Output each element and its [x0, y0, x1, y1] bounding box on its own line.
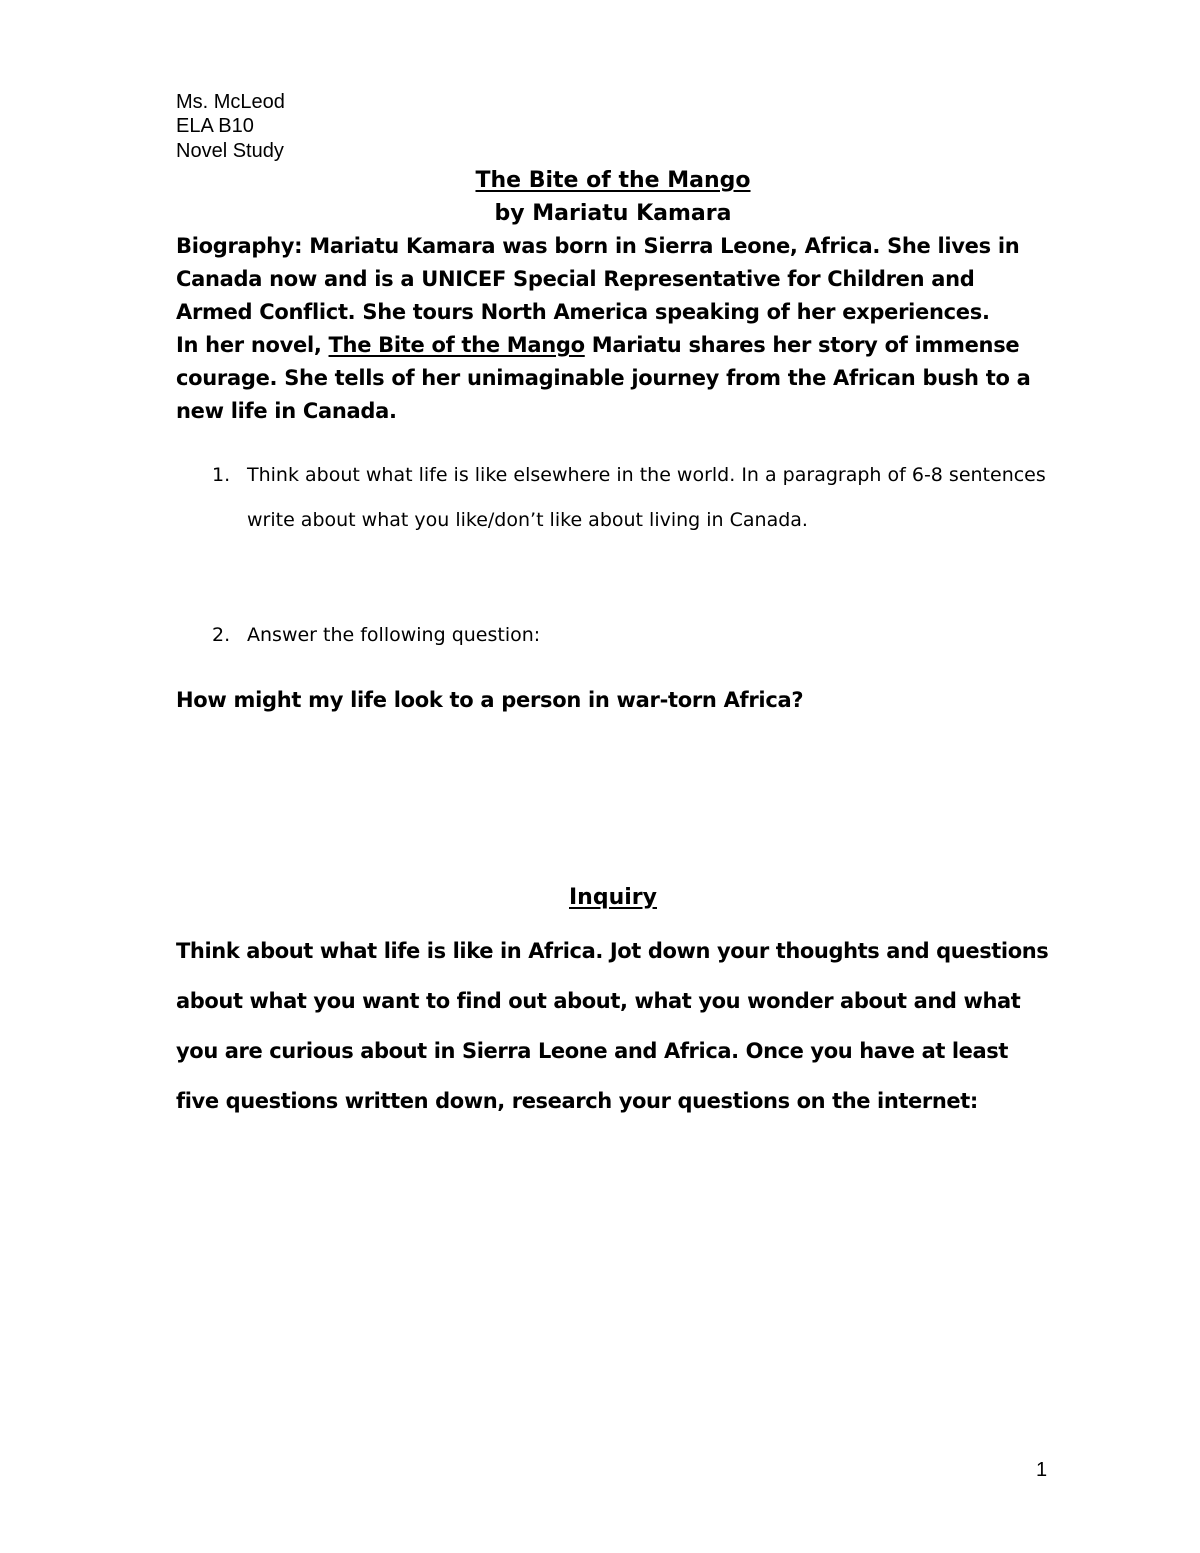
reflection-prompt: How might my life look to a person in war-torn Africa?: [176, 688, 804, 712]
page-number: 1: [1036, 1459, 1048, 1481]
question-text: Answer the following question:: [247, 624, 541, 646]
inquiry-heading: [0, 884, 1200, 912]
inquiry-instructions: Think about what life is like in Africa. Jot down your thoughts and questions about what you want to find out about, what you wonder about and what you are curious about in Sierra Leone and Africa. Once you have at least five questions written down, research your questions on the internet:: [176, 939, 1049, 1113]
course-code: ELA B10: [176, 115, 254, 137]
novel-summary-prefix: In her novel,: [176, 333, 329, 357]
book-author: by Mariatu Kamara: [494, 201, 732, 226]
book-title-text: The Bite of the Mango: [475, 168, 751, 193]
question-text: Think about what life is like elsewhere in the world. In a paragraph of 6-8 sentences write about what you like/don’t like about living in Canada.: [247, 464, 1046, 531]
question-number: 1.: [212, 464, 231, 486]
biography-paragraph: Biography: Mariatu Kamara was born in Sierra Leone, Africa. She lives in Canada now and is a UNICEF Special Representative for Children and Armed Conflict. She tours North America speaking of her experiences.: [176, 234, 1020, 324]
novel-summary-suffix: Mariatu shares her story of immense courage. She tells of her unimaginable journey from the African bush to a new life in Canada.: [176, 333, 1031, 423]
book-title: [0, 167, 1200, 195]
teacher-name: Ms. McLeod: [176, 91, 285, 113]
novel-summary: [176, 329, 1056, 428]
question-number: 2.: [212, 624, 231, 646]
unit-name: Novel Study: [176, 140, 284, 162]
biography: [176, 230, 1056, 428]
inquiry-heading-text: Inquiry: [569, 885, 657, 910]
novel-summary-title: The Bite of the Mango: [328, 333, 585, 357]
